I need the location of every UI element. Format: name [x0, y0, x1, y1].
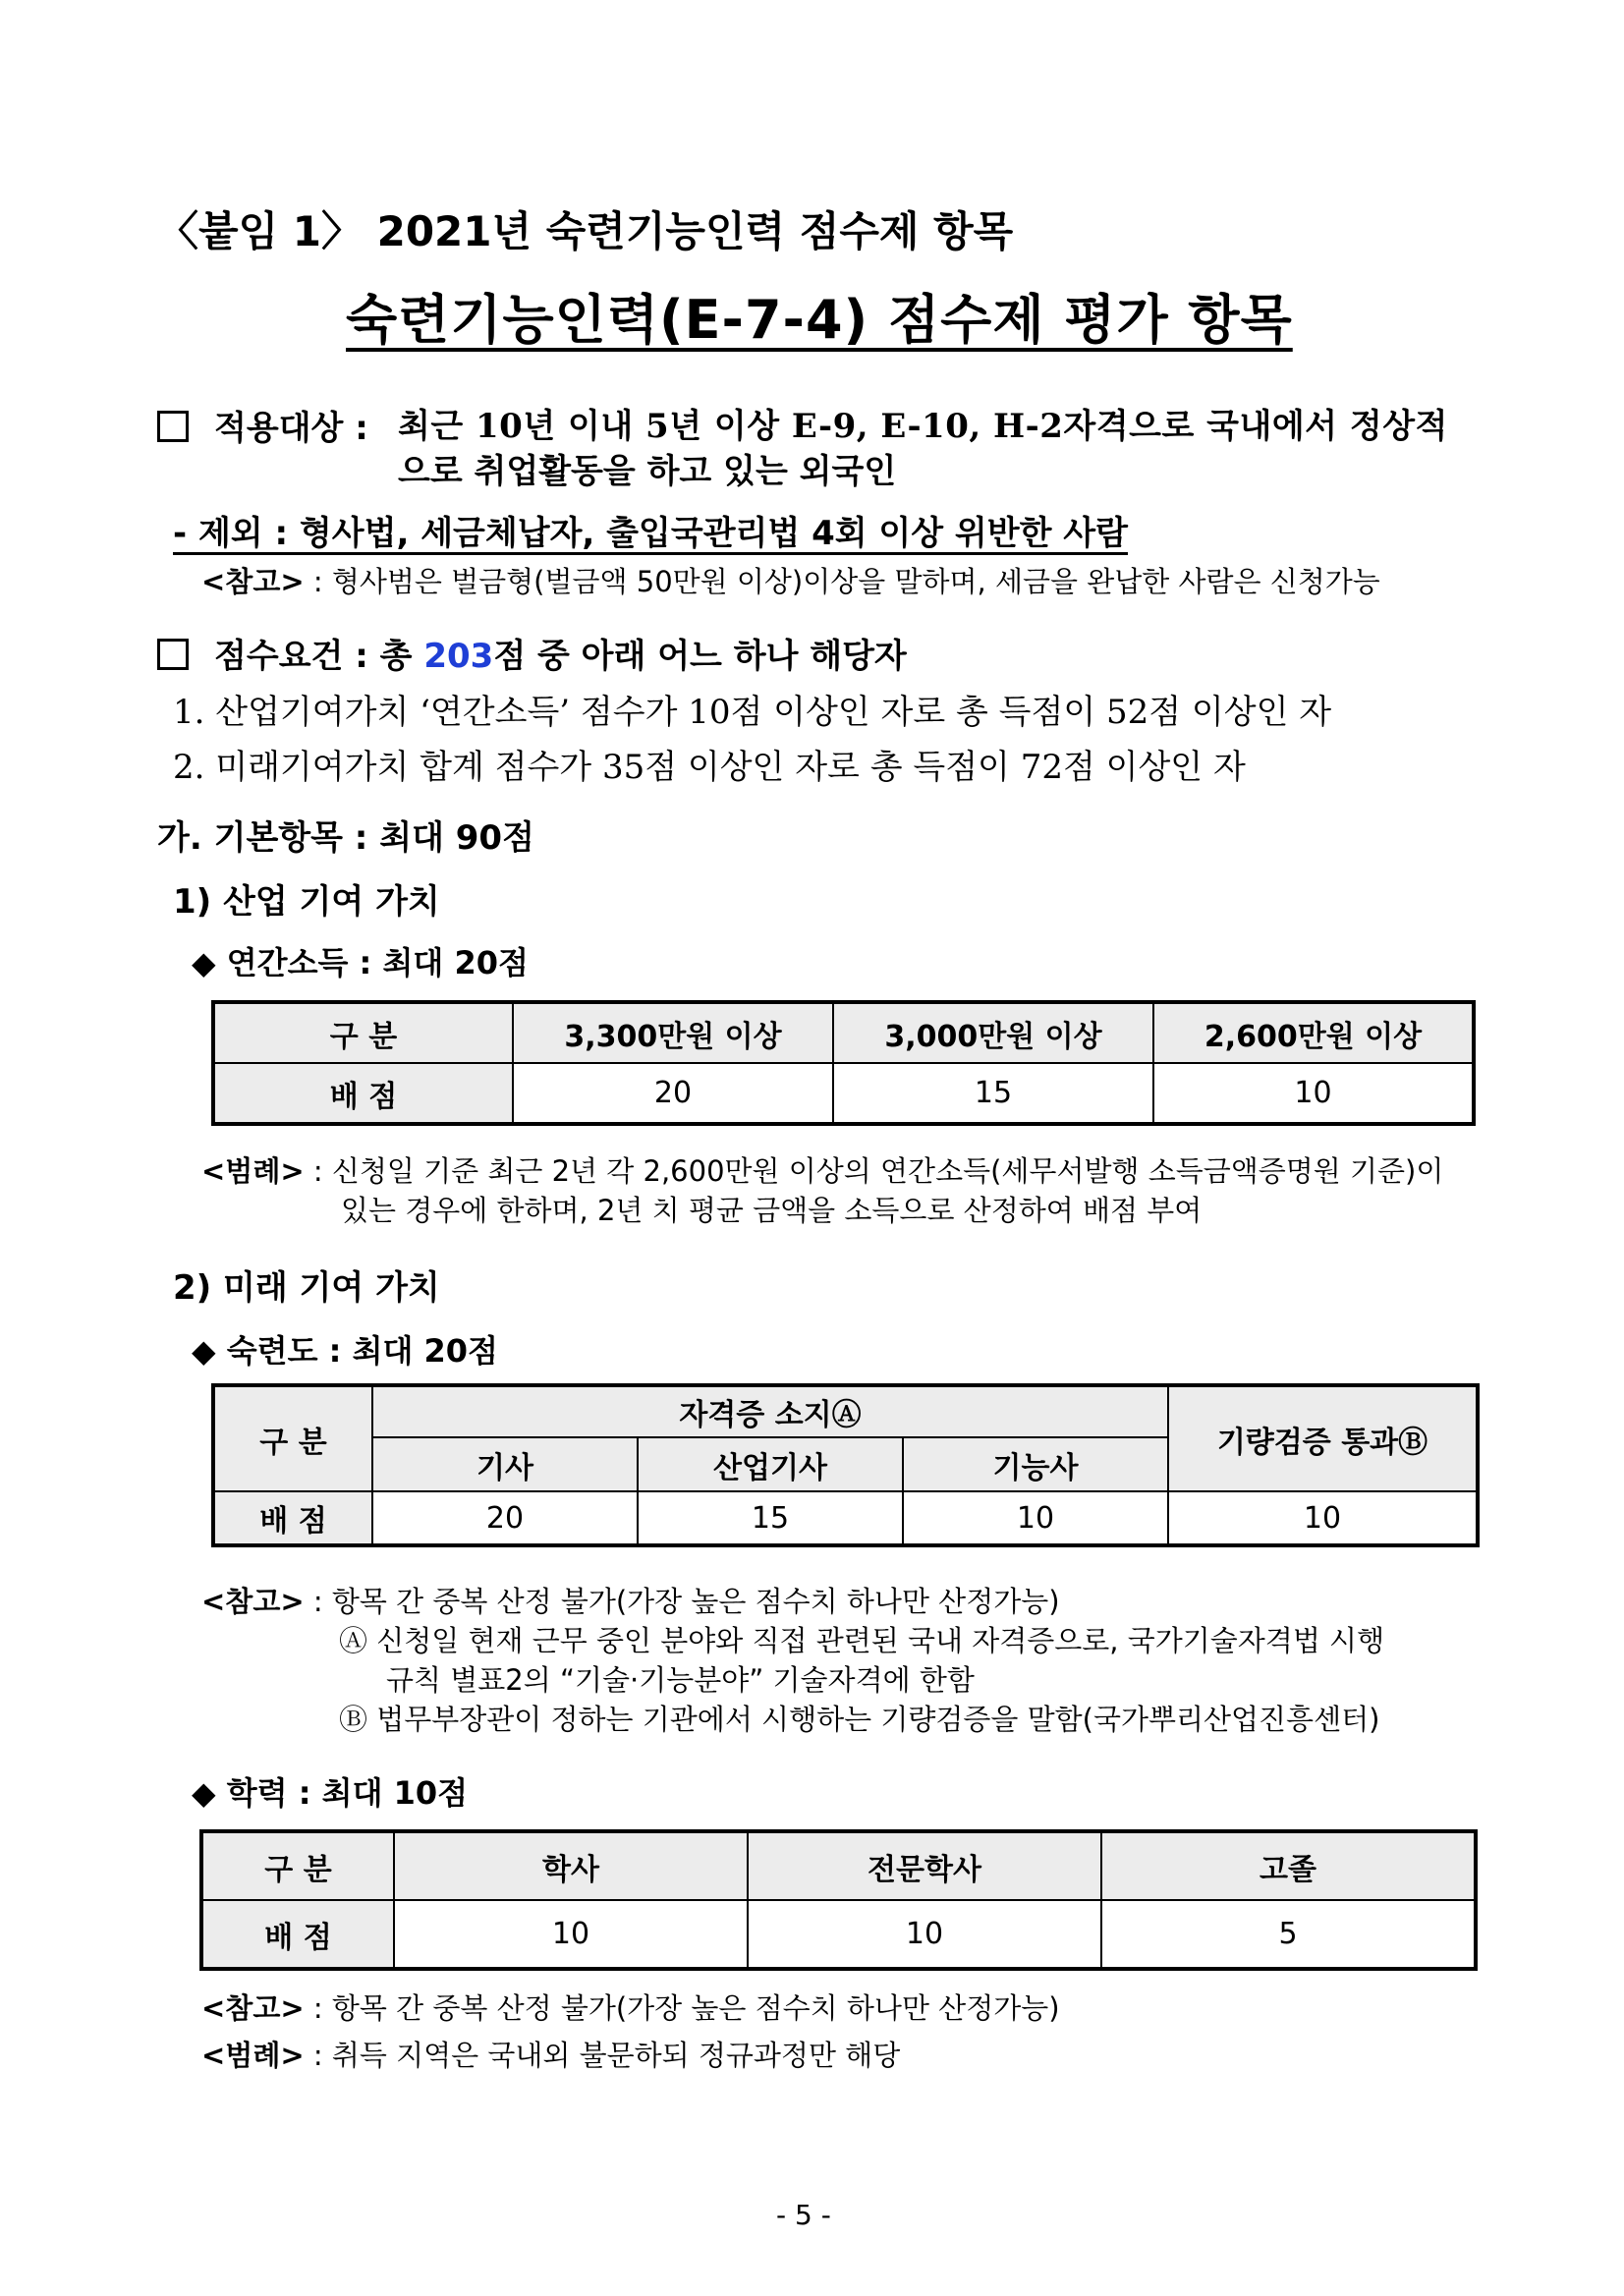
skill-note-a-line1: Ⓐ 신청일 현재 근무 중인 분야와 직접 관련된 국내 자격증으로, 국가기술자격법 시행 [339, 1624, 1385, 1657]
skill-heading: ◆ 숙련도 : 최대 20점 [192, 1332, 498, 1370]
table-header: 고졸 [1101, 1831, 1476, 1900]
table-header: 전문학사 [748, 1831, 1101, 1900]
skill-table [211, 1383, 1480, 1547]
table-cell: 15 [833, 1063, 1153, 1124]
note-text: : 항목 간 중복 산정 불가(가장 높은 점수치 하나만 산정가능) [312, 1991, 1060, 2025]
income-note-line2: 있는 경우에 한하며, 2년 치 평균 금액을 소득으로 산정하여 배점 부여 [341, 1194, 1203, 1227]
table-cell: 20 [513, 1063, 833, 1124]
note-label: <참고> [201, 565, 305, 598]
table-header: 2,600만원 이상 [1153, 1002, 1474, 1063]
table-cell: 15 [638, 1491, 903, 1545]
exclusion-text: - 제외 : 형사법, 세금체납자, 출입국관리법 4회 이상 위반한 사람 [173, 514, 1128, 553]
note-label: <참고> [201, 1991, 305, 2025]
income-heading: ◆ 연간소득 : 최대 20점 [192, 944, 529, 981]
checkbox-square-icon [157, 411, 189, 442]
row-label: 배 점 [213, 1491, 372, 1545]
skill-note [201, 1580, 1060, 1620]
table-cell: 10 [394, 1900, 748, 1969]
education-note-1 [201, 1987, 1060, 2027]
subsection-industry-value: 1) 산업 기여 가치 [173, 882, 440, 922]
table-header: 학사 [394, 1831, 748, 1900]
page-title: 숙련기능인력(E-7-4) 점수제 평가 항목 [346, 289, 1293, 351]
income-table [211, 1000, 1476, 1126]
eligibility-label: 적용대상 : [214, 409, 368, 448]
table-subheader: 기능사 [903, 1437, 1168, 1491]
skill-note-a-line2: 규칙 별표2의 “기술·기능분야” 기술자격에 한함 [386, 1663, 975, 1697]
page-number: - 5 - [776, 2199, 831, 2231]
attachment-title: 〈붙임 1〉 2021년 숙련기능인력 점수제 항목 [157, 207, 1014, 255]
table-cell: 20 [372, 1491, 638, 1545]
table-cell: 10 [903, 1491, 1168, 1545]
eligibility-line2: 으로 취업활동을 하고 있는 외국인 [398, 452, 897, 491]
note-label: <범례> [201, 1154, 305, 1188]
note-text: : 형사범은 벌금형(벌금액 50만원 이상)이상을 말하며, 세금을 완납한 사람은 신청가능 [312, 565, 1380, 598]
score-requirement [157, 629, 907, 677]
requirement-1: 1. 산업기여가치 ‘연간소득’ 점수가 10점 이상인 자로 총 득점이 52점 이상인 자 [173, 693, 1332, 732]
skill-note-b-line: Ⓑ 법무부장관이 정하는 기관에서 시행하는 기량검증을 말함(국가뿌리산업진흥센터) [339, 1703, 1380, 1736]
table-header: 구 분 [213, 1002, 513, 1063]
eligibility-section [157, 401, 368, 449]
education-note-2 [201, 2034, 900, 2074]
eligibility-line1: 최근 10년 이내 5년 이상 E-9, E-10, H-2자격으로 국내에서 정상적 [398, 407, 1448, 446]
score-total: 203 [423, 637, 494, 676]
table-header: 기량검증 통과Ⓑ [1168, 1385, 1478, 1491]
table-subheader: 기사 [372, 1437, 638, 1491]
score-req-suffix: 점 중 아래 어느 하나 해당자 [493, 637, 907, 676]
reference-note-1 [201, 560, 1380, 600]
table-header: 구 분 [201, 1831, 394, 1900]
table-cell: 10 [1153, 1063, 1474, 1124]
note-label: <참고> [201, 1585, 305, 1618]
table-header: 구 분 [213, 1385, 372, 1491]
note-text: : 취득 지역은 국내외 불문하되 정규과정만 해당 [312, 2039, 901, 2072]
table-cell: 10 [748, 1900, 1101, 1969]
note-text: : 항목 간 중복 산정 불가(가장 높은 점수치 하나만 산정가능) [312, 1585, 1060, 1618]
table-cell: 10 [1168, 1491, 1478, 1545]
education-table [199, 1829, 1478, 1971]
subsection-future-value: 2) 미래 기여 가치 [173, 1268, 440, 1308]
note-label: <범례> [201, 2039, 305, 2072]
section-basic-items: 가. 기본항목 : 최대 90점 [157, 818, 534, 858]
requirement-2: 2. 미래기여가치 합계 점수가 35점 이상인 자로 총 득점이 72점 이상인 자 [173, 748, 1246, 787]
table-subheader: 산업기사 [638, 1437, 903, 1491]
row-label: 배 점 [213, 1063, 513, 1124]
table-header: 3,300만원 이상 [513, 1002, 833, 1063]
note-text: : 신청일 기준 최근 2년 각 2,600만원 이상의 연간소득(세무서발행 소득금액증명원 기준)이 [312, 1154, 1444, 1188]
score-req-label: 점수요건 : 총 [214, 637, 424, 676]
row-label: 배 점 [201, 1900, 394, 1969]
education-heading: ◆ 학력 : 최대 10점 [192, 1774, 469, 1812]
table-header-group: 자격증 소지Ⓐ [372, 1385, 1168, 1437]
table-cell: 5 [1101, 1900, 1476, 1969]
income-note [201, 1149, 1443, 1190]
table-header: 3,000만원 이상 [833, 1002, 1153, 1063]
checkbox-square-icon [157, 639, 189, 670]
